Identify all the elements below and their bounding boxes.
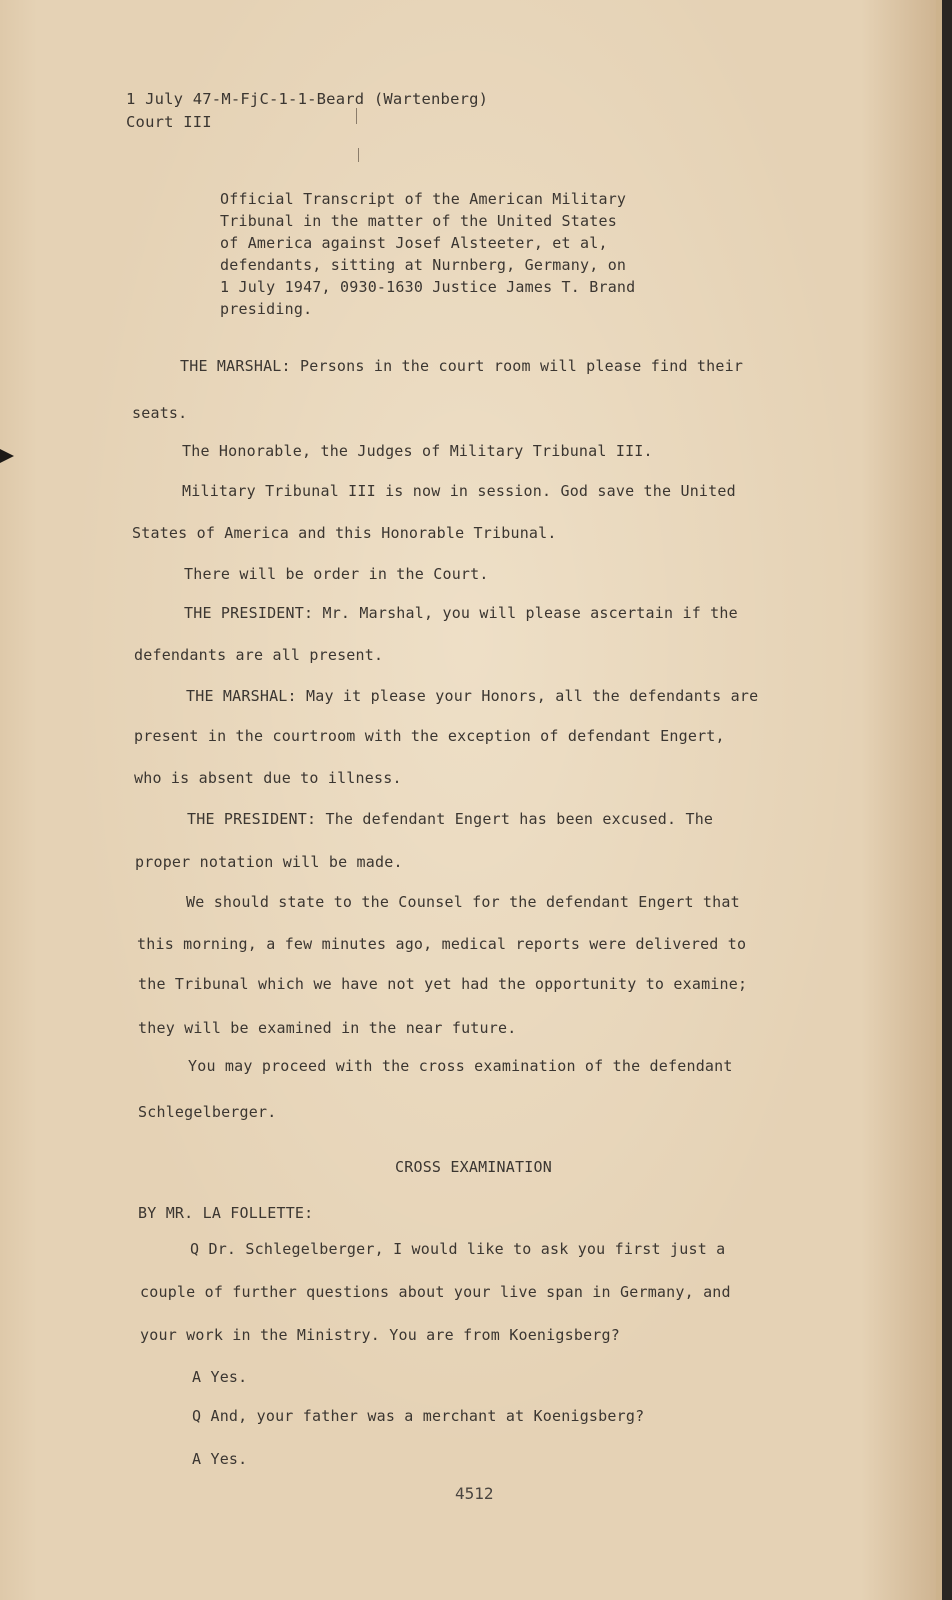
transcript-line: THE MARSHAL: May it please your Honors, all the defendants are [186,687,759,705]
transcript-line: Schlegelberger. [138,1103,277,1121]
transcript-line: THE PRESIDENT: Mr. Marshal, you will please ascertain if the [184,604,738,622]
transcript-line: they will be examined in the near future. [138,1019,517,1037]
caption-line: Tribunal in the matter of the United States [220,212,617,230]
caption-line: presiding. [220,300,313,318]
transcript-line: present in the courtroom with the exception of defendant Engert, [134,727,725,745]
section-heading: CROSS EXAMINATION [395,1158,552,1176]
header-line: Court III [126,113,212,131]
caption-line: 1 July 1947, 0930-1630 Justice James T. Brand [220,278,636,296]
transcript-line: couple of further questions about your live span in Germany, and [140,1283,731,1301]
transcript-line: Q And, your father was a merchant at Koenigsberg? [192,1407,645,1425]
transcript-line: the Tribunal which we have not yet had the opportunity to examine; [138,975,748,993]
transcript-line: seats. [132,404,188,422]
caption-line: of America against Josef Alsteeter, et al, [220,234,608,252]
transcript-line: There will be order in the Court. [184,565,489,583]
punch-hole-mark [0,449,14,463]
transcript-line: this morning, a few minutes ago, medical reports were delivered to [137,935,747,953]
transcript-line: who is absent due to illness. [134,769,402,787]
transcript-line: proper notation will be made. [135,853,403,871]
transcript-line: States of America and this Honorable Tribunal. [132,524,557,542]
paper-fold-mark [356,108,357,124]
transcript-line: The Honorable, the Judges of Military Tribunal III. [182,442,653,460]
header-line: 1 July 47-M-FjC-1-1-Beard (Wartenberg) [126,90,489,108]
transcript-line: Q Dr. Schlegelberger, I would like to ask you first just a [190,1240,726,1258]
caption-line: Official Transcript of the American Military [220,190,627,208]
transcript-line: You may proceed with the cross examination of the defendant [188,1057,733,1075]
transcript-line: A Yes. [192,1368,248,1386]
transcript-line: THE PRESIDENT: The defendant Engert has been excused. The [187,810,714,828]
transcript-line: defendants are all present. [134,646,384,664]
transcript-line: A Yes. [192,1450,248,1468]
transcript-line: We should state to the Counsel for the defendant Engert that [186,893,740,911]
transcript-line: your work in the Ministry. You are from Koenigsberg? [140,1326,620,1344]
caption-line: defendants, sitting at Nurnberg, Germany, on [220,256,627,274]
transcript-line: Military Tribunal III is now in session. God save the United [182,482,736,500]
paper-fold-mark [358,148,359,162]
page-number: 4512 [455,1484,494,1503]
transcript-line: THE MARSHAL: Persons in the court room will please find their [180,357,744,375]
transcript-line: BY MR. LA FOLLETTE: [138,1204,314,1222]
